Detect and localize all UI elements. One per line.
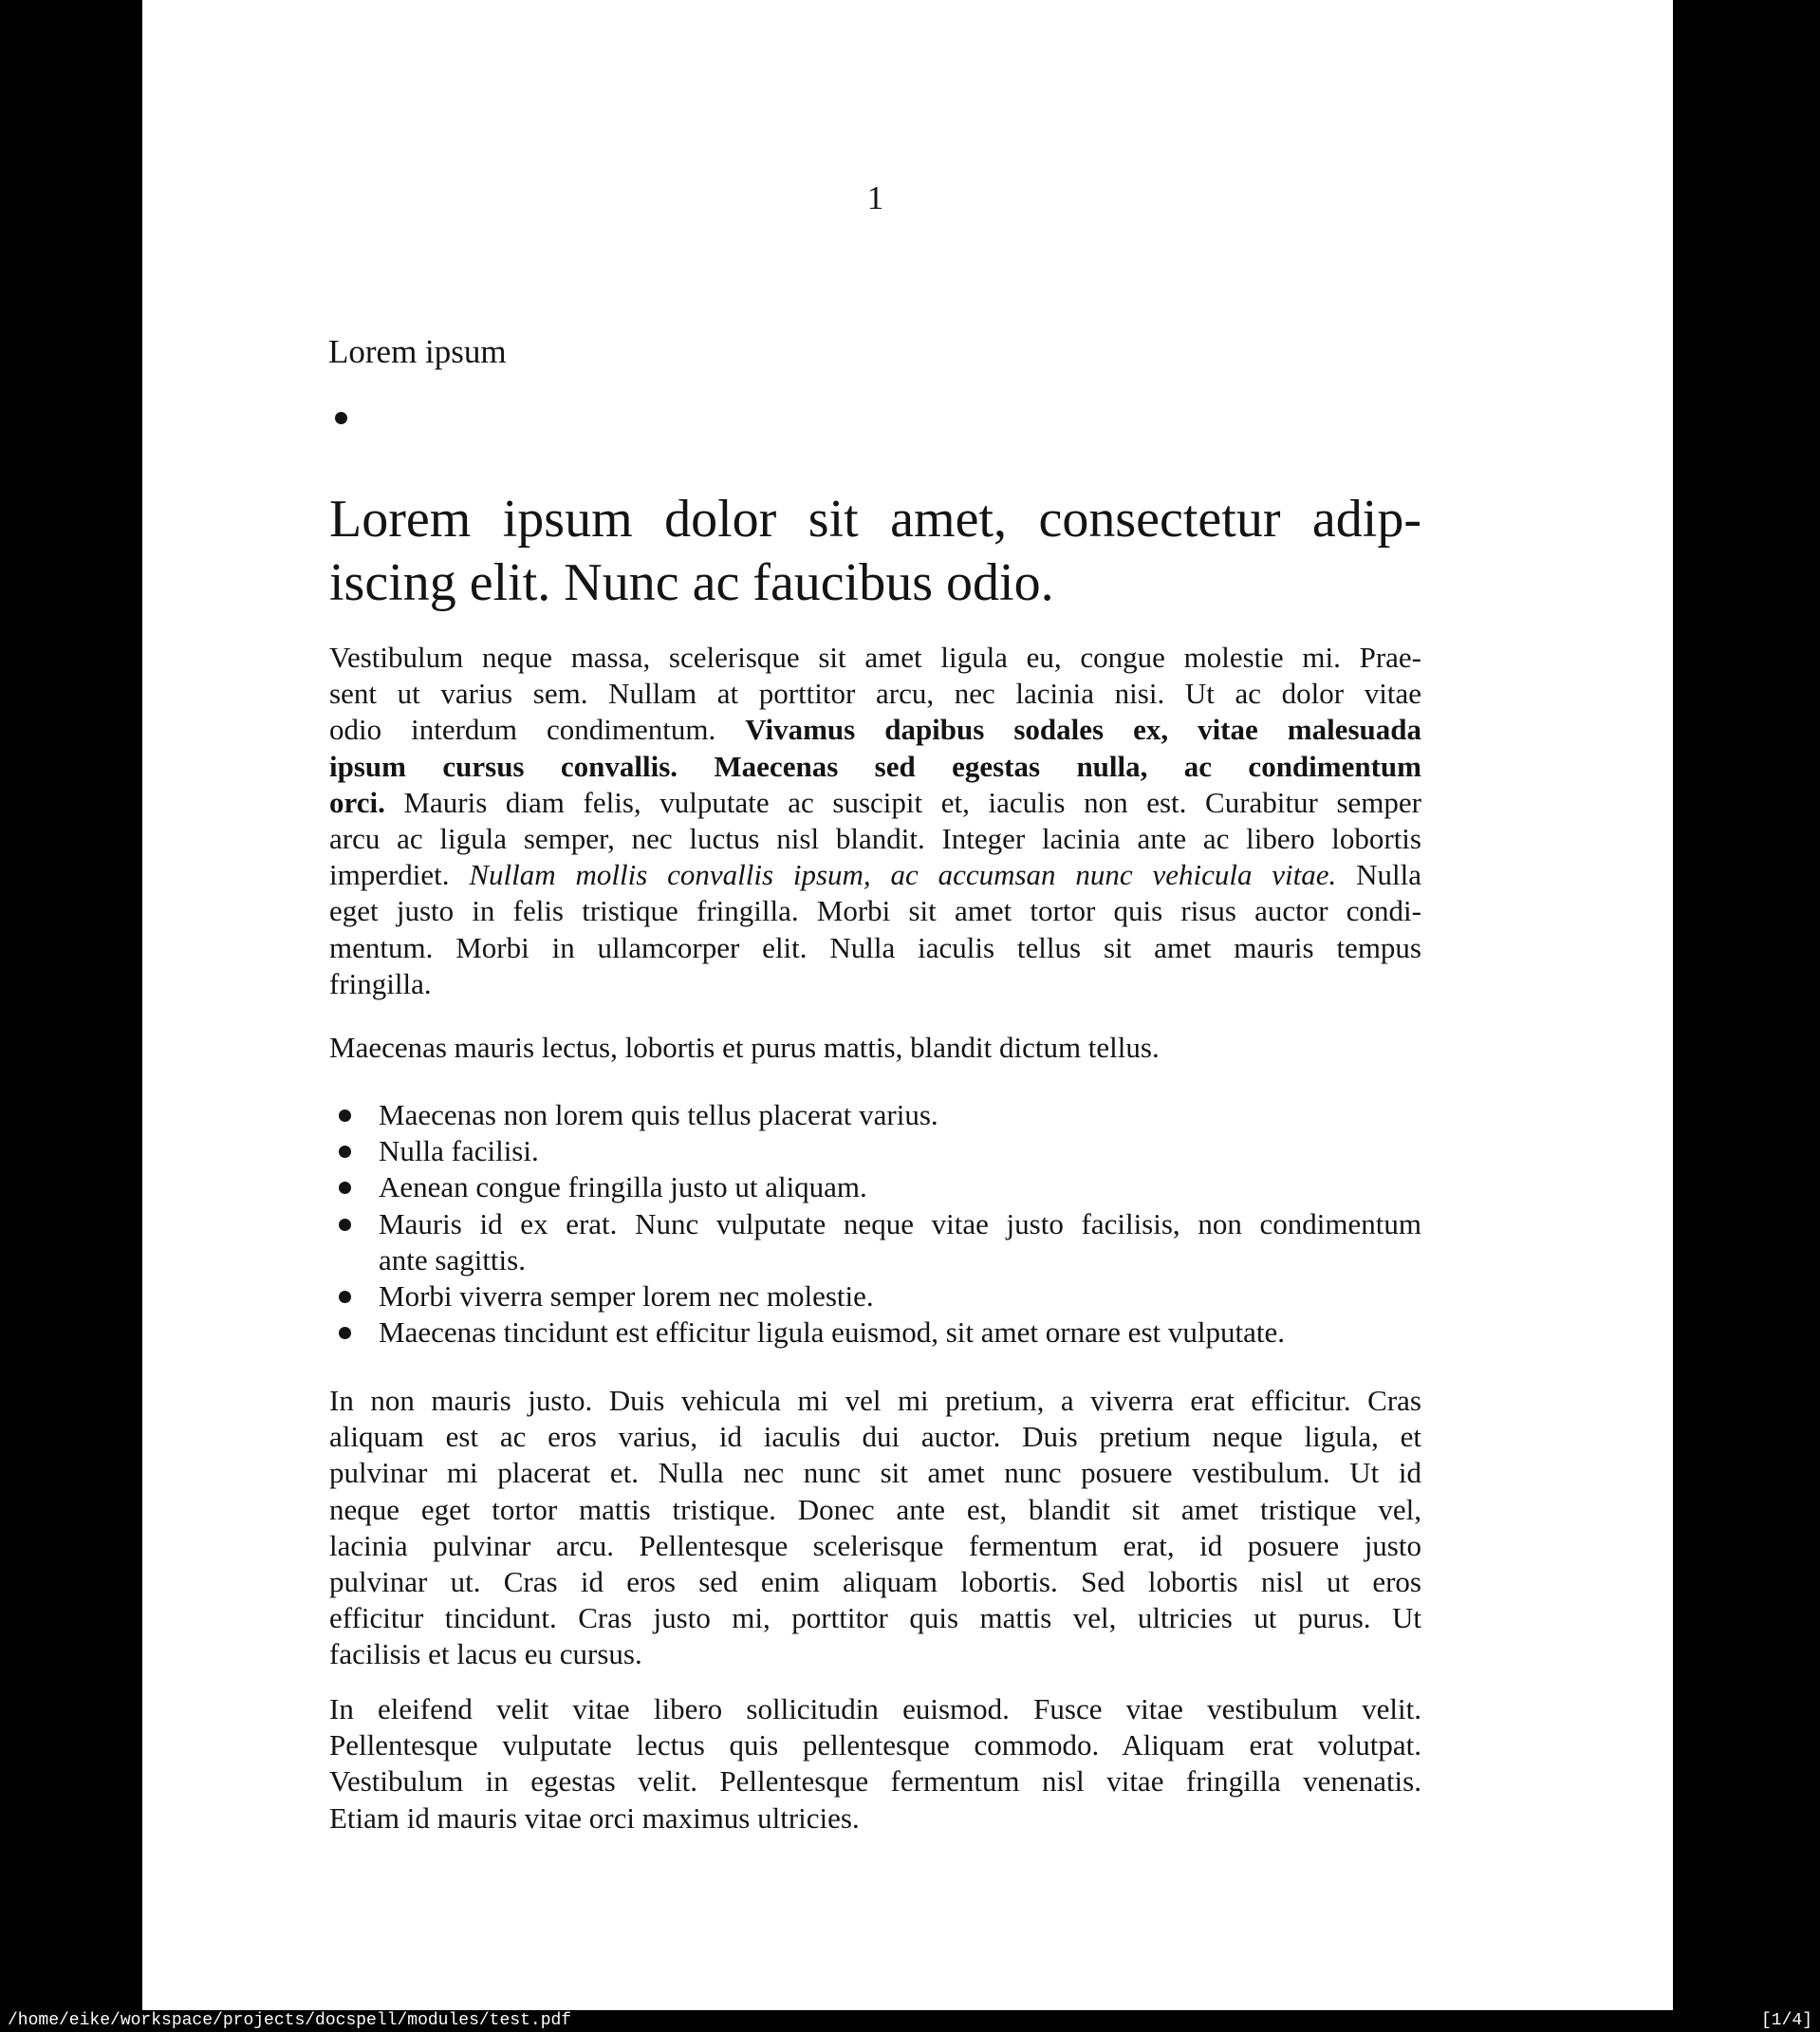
paragraph-2 bbox=[329, 1030, 1421, 1066]
bullet-icon bbox=[339, 1182, 351, 1194]
text-line bbox=[329, 488, 1421, 551]
text-line bbox=[329, 1763, 1421, 1799]
text-run: orci. bbox=[329, 785, 404, 819]
text-run: Maecenas mauris lectus, lobortis et purus mattis, blandit dictum tellus. bbox=[329, 1031, 1160, 1064]
header-text: Lorem ipsum bbox=[328, 333, 507, 370]
text-run: imperdiet. bbox=[329, 858, 470, 892]
text-line bbox=[329, 1564, 1421, 1600]
text-run: ipsum cursus convallis. Maecenas sed egestas nulla, ac condimentum bbox=[329, 749, 1421, 783]
text-line bbox=[329, 893, 1421, 929]
text-line bbox=[379, 1133, 1421, 1169]
text-line bbox=[329, 551, 1421, 615]
text-run: mentum. Morbi in ullamcorper elit. Nulla iaculis tellus sit amet mauris tempus bbox=[329, 930, 1421, 964]
text-line bbox=[329, 640, 1421, 676]
text-run: Maecenas tincidunt est efficitur ligula euismod, sit amet ornare est vulputate. bbox=[379, 1315, 1285, 1350]
text-run: pulvinar ut. Cras id eros sed enim aliquam lobortis. Sed lobortis nisl ut eros bbox=[329, 1565, 1421, 1599]
text-run: ante sagittis. bbox=[379, 1242, 526, 1277]
text-line bbox=[329, 1636, 1421, 1672]
bullet-icon bbox=[339, 1291, 351, 1303]
text-run: eget justo in felis tristique fringilla. Morbi sit amet tortor quis risus auctor condi- bbox=[329, 894, 1421, 928]
text-line bbox=[329, 821, 1421, 857]
text-run: neque eget tortor mattis tristique. Donec ante est, blandit sit amet tristique vel, bbox=[329, 1492, 1421, 1526]
text-run: Pellentesque vulputate lectus quis pellentesque commodo. Aliquam erat volutpat. bbox=[329, 1728, 1421, 1762]
text-line bbox=[329, 712, 1421, 748]
text-line bbox=[329, 1030, 1421, 1066]
text-line bbox=[329, 1800, 1421, 1836]
list-item bbox=[329, 1278, 1421, 1314]
text-run: Lorem ipsum dolor sit amet, consectetur adip- bbox=[329, 490, 1421, 549]
text-run: Mauris id ex erat. Nunc vulputate neque vitae justo facilisis, non condimentum bbox=[379, 1206, 1421, 1240]
bullet-list bbox=[329, 1097, 1421, 1351]
text-run: In non mauris justo. Duis vehicula mi vel mi pretium, a viverra erat efficitur. Cras bbox=[329, 1384, 1421, 1417]
text-run: aliquam est ac eros varius, id iaculis dui auctor. Duis pretium neque ligula, et bbox=[329, 1420, 1421, 1454]
text-line bbox=[329, 1492, 1421, 1528]
text-run: Maecenas non lorem quis tellus placerat varius. bbox=[379, 1098, 938, 1131]
text-line bbox=[329, 857, 1421, 893]
text-line bbox=[329, 676, 1421, 712]
text-run: fringilla. bbox=[329, 966, 432, 1000]
text-line bbox=[329, 785, 1421, 821]
pdf-page[interactable] bbox=[142, 0, 1673, 2010]
text-run: Morbi viverra semper lorem nec molestie. bbox=[379, 1279, 874, 1314]
text-run: Nulla bbox=[1336, 858, 1421, 892]
text-run: odio interdum condimentum. bbox=[329, 713, 746, 747]
bullet-icon bbox=[339, 1219, 351, 1231]
text-line bbox=[329, 1528, 1421, 1564]
text-run: Vivamus dapibus sodales ex, vitae malesuada bbox=[745, 713, 1421, 747]
text-line bbox=[329, 930, 1421, 966]
list-item bbox=[329, 1133, 1421, 1169]
text-line bbox=[329, 966, 1421, 1002]
text-run: sent ut varius sem. Nullam at porttitor arcu, nec lacinia nisi. Ut ac dolor vitae bbox=[329, 677, 1421, 711]
list-item bbox=[329, 1314, 1421, 1351]
text-run: Vestibulum neque massa, scelerisque sit amet ligula eu, congue molestie mi. Prae- bbox=[329, 641, 1421, 674]
text-run: Nulla facilisi. bbox=[379, 1134, 539, 1168]
text-run: Vestibulum in egestas velit. Pellentesque fermentum nisl vitae fringilla venenatis. bbox=[329, 1764, 1421, 1799]
text-line bbox=[329, 1455, 1421, 1491]
text-run: efficitur tincidunt. Cras justo mi, porttitor quis mattis vel, ultricies ut purus. Ut bbox=[329, 1601, 1421, 1635]
paragraph-4 bbox=[329, 1691, 1421, 1836]
text-line bbox=[329, 1727, 1421, 1763]
paragraph-1 bbox=[329, 640, 1421, 1002]
text-run: Aenean congue fringilla justo ut aliquam. bbox=[379, 1170, 867, 1204]
list-item bbox=[329, 1169, 1421, 1205]
text-line bbox=[379, 1097, 1421, 1133]
text-run: Mauris diam felis, vulputate ac suscipit et, iaculis non est. Curabitur semper bbox=[403, 785, 1421, 819]
text-line bbox=[379, 1314, 1421, 1351]
text-line bbox=[329, 749, 1421, 785]
page-number: 1 bbox=[866, 179, 884, 216]
text-line bbox=[329, 1419, 1421, 1455]
text-line bbox=[329, 1691, 1421, 1727]
text-run: lacinia pulvinar arcu. Pellentesque scelerisque fermentum erat, id posuere justo bbox=[329, 1528, 1421, 1562]
text-run: In eleifend velit vitae libero sollicitudin euismod. Fusce vitae vestibulum velit. bbox=[329, 1692, 1421, 1725]
paragraph-3 bbox=[329, 1383, 1421, 1673]
document-heading bbox=[329, 488, 1421, 615]
text-run: pulvinar mi placerat et. Nulla nec nunc sit amet nunc posuere vestibulum. Ut id bbox=[329, 1456, 1421, 1490]
bullet-icon bbox=[335, 412, 347, 424]
list-item bbox=[329, 1097, 1421, 1133]
list-item bbox=[329, 1206, 1421, 1278]
text-run: arcu ac ligula semper, nec luctus nisl blandit. Integer lacinia ante ac libero lobortis bbox=[329, 822, 1421, 856]
text-run: facilisis et lacus eu cursus. bbox=[329, 1637, 642, 1671]
text-line bbox=[379, 1278, 1421, 1314]
bullet-icon bbox=[339, 1327, 351, 1339]
text-run: Nullam mollis convallis ipsum, ac accumsan nunc vehicula vitae. bbox=[469, 858, 1337, 892]
bullet-icon bbox=[339, 1146, 351, 1158]
text-line bbox=[379, 1242, 1421, 1278]
page-indicator: [1/4] bbox=[1760, 2011, 1812, 2030]
text-line bbox=[329, 1600, 1421, 1636]
bullet-icon bbox=[339, 1109, 351, 1122]
file-path: /home/eike/workspace/projects/docspell/modules/test.pdf bbox=[8, 2011, 572, 2030]
text-line bbox=[329, 1383, 1421, 1419]
text-run: iscing elit. Nunc ac faucibus odio. bbox=[329, 553, 1054, 612]
statusbar bbox=[0, 2010, 1820, 2032]
text-run: Etiam id mauris vitae orci maximus ultricies. bbox=[329, 1800, 860, 1835]
text-line bbox=[379, 1206, 1421, 1242]
text-line bbox=[379, 1169, 1421, 1205]
